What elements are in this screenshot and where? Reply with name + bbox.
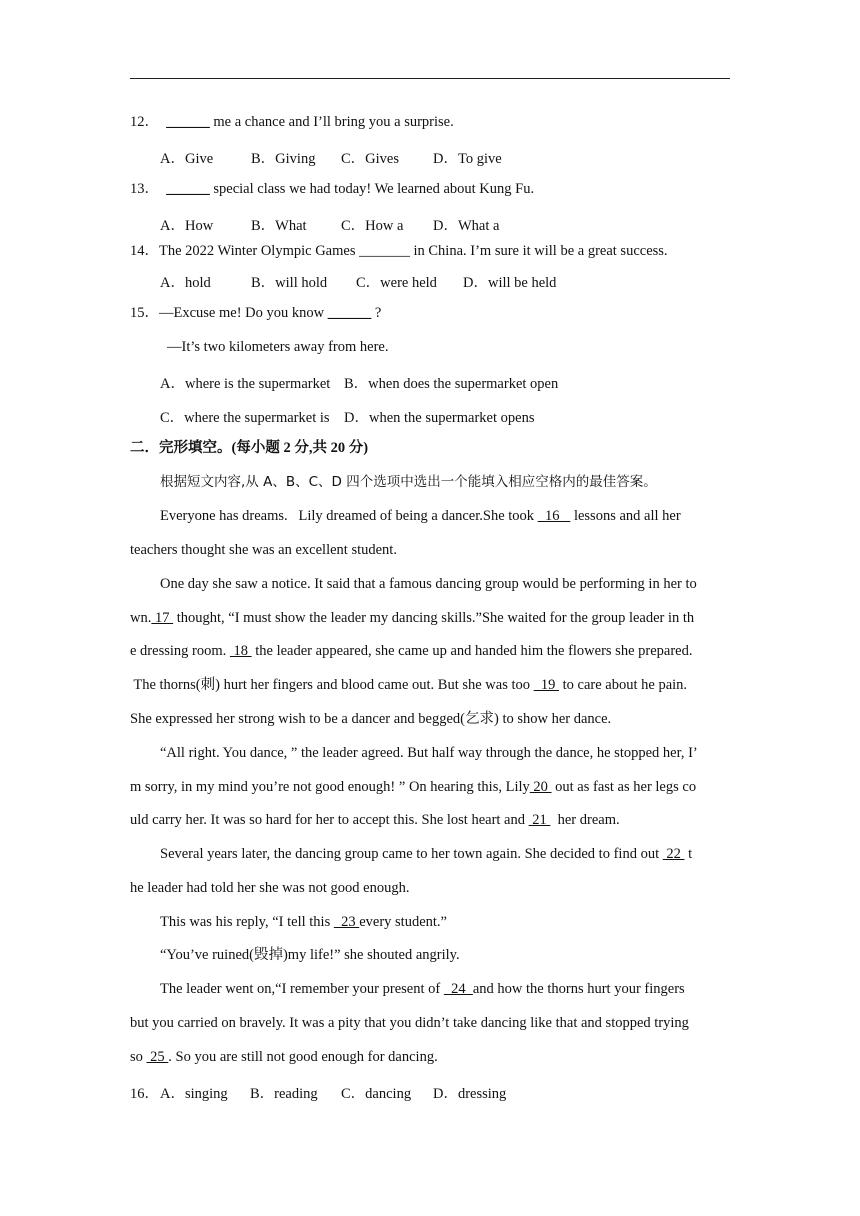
passage-line: Several years later, the dancing group came to her town again. She decided to find out 22 t (160, 846, 693, 862)
passage-line: but you carried on bravely. It was a pity that you didn’t take dancing like that and stopped trying (130, 1015, 689, 1031)
option[interactable]: D．What a (433, 218, 500, 234)
passage-line: “You’ve ruined(毁掉)my life!” she shouted angrily. (160, 947, 460, 963)
passage-line: e dressing room. 18 the leader appeared, she came up and handed him the flowers she prepared. (130, 643, 693, 659)
passage-line: This was his reply, “I tell this 23 every student.” (160, 914, 447, 930)
passage-line: teachers thought she was an excellent student. (130, 542, 397, 558)
option[interactable]: C．Gives (341, 151, 399, 167)
option[interactable]: D．dressing (433, 1086, 507, 1102)
option[interactable]: B．when does the supermarket open (344, 376, 559, 392)
passage-line: Everyone has dreams. Lily dreamed of being a dancer.She took 16 lessons and all her (160, 508, 681, 524)
option[interactable]: B．What (251, 218, 307, 234)
passage-line: She expressed her strong wish to be a dancer and begged(乞求) to show her dance. (130, 711, 612, 727)
option[interactable]: B．Giving (251, 151, 316, 167)
passage-line: m sorry, in my mind you’re not good enough! ” On hearing this, Lily 20 out as fast as her legs co (130, 779, 697, 795)
question-12: 12． ______ me a chance and I’ll bring you a surprise. (130, 114, 454, 130)
option[interactable]: A．where is the supermarket (160, 376, 331, 392)
section-instruction: 根据短文内容,从 A、B、C、D 四个选项中选出一个能填入相应空格内的最佳答案。 (160, 474, 657, 490)
option[interactable]: C．where the supermarket is (160, 410, 330, 426)
passage-line: The thorns(刺) hurt her fingers and blood came out. But she was too 19 to care about he pain. (130, 677, 688, 693)
option[interactable]: C．How a (341, 218, 404, 234)
option[interactable]: D．To give (433, 151, 502, 167)
header-rule (130, 78, 730, 79)
passage-line: so 25 . So you are still not good enough for dancing. (130, 1049, 438, 1065)
passage-line: The leader went on,“I remember your present of 24 and how the thorns hurt your fingers (160, 981, 685, 997)
passage-line: uld carry her. It was so hard for her to accept this. She lost heart and 21 her dream. (130, 812, 620, 828)
option[interactable]: D．when the supermarket opens (344, 410, 535, 426)
question-15-reply: —It’s two kilometers away from here. (167, 339, 389, 355)
section-heading: 二．完形填空。(每小题 2 分,共 20 分) (130, 440, 369, 456)
option[interactable]: A．Give (160, 151, 214, 167)
option[interactable]: B．will hold (251, 275, 328, 291)
passage-line: “All right. You dance, ” the leader agreed. But half way through the dance, he stopped her, I’ (160, 745, 698, 761)
question-14: 14．The 2022 Winter Olympic Games _______ in China. I’m sure it will be a great success. (130, 243, 668, 259)
question-15: 15．—Excuse me! Do you know ______ ? (130, 305, 382, 321)
question-13: 13． ______ special class we had today! We learned about Kung Fu. (130, 181, 535, 197)
passage-line: One day she saw a notice. It said that a famous dancing group would be performing in her to (160, 576, 697, 592)
option[interactable]: D．will be held (463, 275, 557, 291)
passage-line: he leader had told her she was not good enough. (130, 880, 410, 896)
option[interactable]: C．dancing (341, 1086, 412, 1102)
option[interactable]: A．singing (160, 1086, 228, 1102)
passage-line: wn. 17 thought, “I must show the leader my dancing skills.”She waited for the group leader in th (130, 610, 695, 626)
option[interactable]: A．hold (160, 275, 211, 291)
option[interactable]: C．were held (356, 275, 437, 291)
question-number: 16． (130, 1086, 159, 1102)
option[interactable]: B．reading (250, 1086, 318, 1102)
option[interactable]: A．How (160, 218, 214, 234)
